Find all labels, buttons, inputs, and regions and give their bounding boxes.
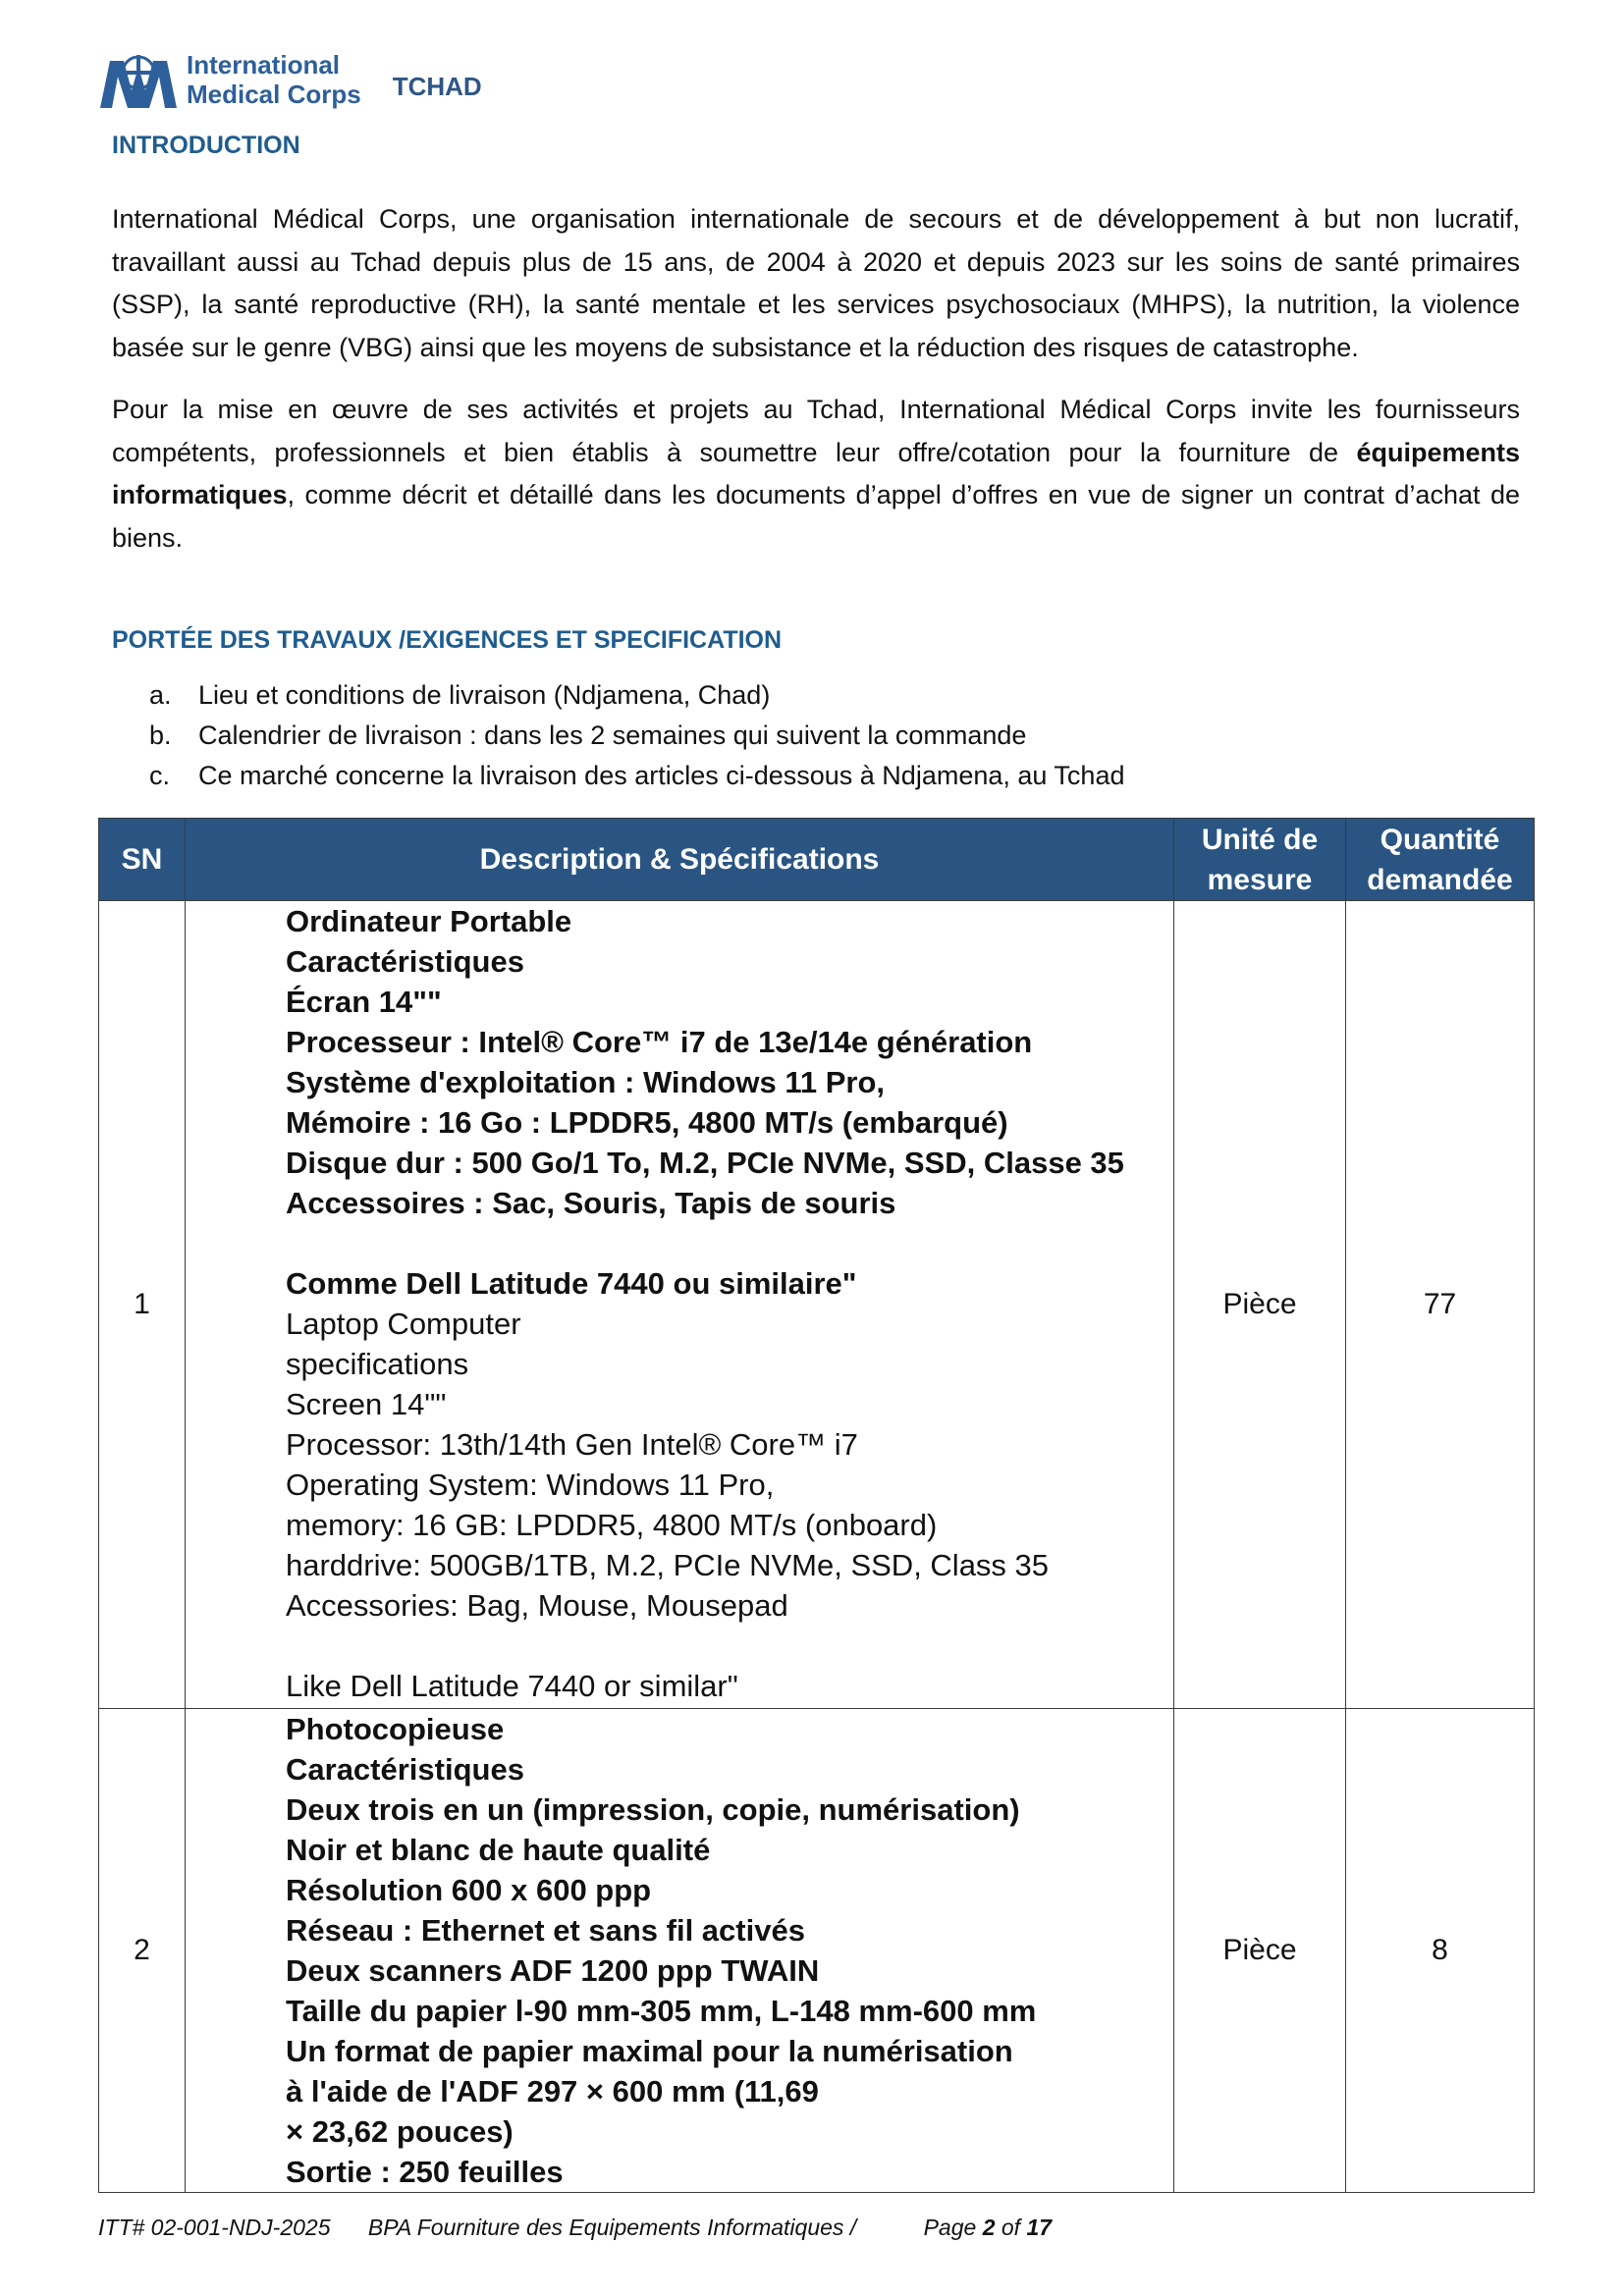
- description-line: Processor: 13th/14th Gen Intel® Core™ i7: [286, 1427, 858, 1462]
- description-line: Deux scanners ADF 1200 ppp TWAIN: [286, 1953, 820, 1988]
- description-line: Écran 14"": [286, 985, 442, 1019]
- description-line: Accessoires : Sac, Souris, Tapis de souris: [286, 1186, 896, 1220]
- table-row: [99, 1709, 1535, 2193]
- intro-paragraph-2: [112, 389, 1520, 560]
- description-line: Accessories: Bag, Mouse, Mousepad: [286, 1588, 788, 1623]
- header-unit: Unité de mesure: [1174, 819, 1346, 901]
- description-line: Disque dur : 500 Go/1 To, M.2, PCIe NVMe, SSD, Classe 35: [286, 1146, 1124, 1180]
- table-header-row: [99, 819, 1535, 901]
- description-line: Système d'exploitation : Windows 11 Pro,: [286, 1065, 885, 1099]
- description-line: harddrive: 500GB/1TB, M.2, PCIe NVMe, SSD, Class 35: [286, 1548, 1050, 1582]
- intro-paragraph-2-end: , comme décrit et détaillé dans les documents d’appel d’offres en vue de signer un contrat d’achat de biens.: [112, 480, 1520, 553]
- description-line: Sortie : 250 feuilles: [286, 2155, 564, 2189]
- description-line: Ordinateur Portable: [286, 904, 572, 938]
- cell-quantity: 8: [1346, 1709, 1535, 2193]
- footer-reference: ITT# 02-001-NDJ-2025: [98, 2215, 331, 2240]
- description-line: à l'aide de l'ADF 297 × 600 mm (11,69: [286, 2074, 819, 2109]
- intro-paragraph-2-text: Pour la mise en œuvre de ses activités et projets au Tchad, International Médical Corps invite les fournisseurs compétents, professionnels et bien établis à soumettre leur offre/cotation pour la fourniture de: [112, 395, 1520, 467]
- description-line: Photocopieuse: [286, 1712, 505, 1746]
- list-item-text: Calendrier de livraison : dans les 2 semaines qui suivent la commande: [198, 721, 1027, 750]
- description-line: Réseau : Ethernet et sans fil activés: [286, 1913, 805, 1948]
- description-line: Taille du papier l-90 mm-305 mm, L-148 mm-600 mm: [286, 1994, 1037, 2028]
- description-line: × 23,62 pouces): [286, 2114, 514, 2149]
- description-line: Deux trois en un (impression, copie, numérisation): [286, 1792, 1020, 1827]
- items-table: [98, 818, 1535, 2193]
- description-line: Laptop Computer: [286, 1307, 521, 1341]
- intro-paragraph-1: International Médical Corps, une organisation internationale de secours et de développement à but non lucratif, travaillant aussi au Tchad depuis plus de 15 ans, de 2004 à 2020 et depuis 2023 sur les soins de santé primaires (SSP), la santé reproductive (RH), la santé mentale et les services psychosociaux (MHPS), la nutrition, la violence basée sur le genre (VBG) ainsi que les moyens de subsistance et la réduction des risques de catastrophe.: [112, 204, 1520, 362]
- description-line: [286, 1223, 1164, 1263]
- list-marker: b.: [149, 721, 172, 750]
- description-line: Noir et blanc de haute qualité: [286, 1833, 711, 1867]
- page-footer: [98, 2215, 1052, 2241]
- cell-description: [186, 1709, 1174, 2193]
- imc-logo-mark-icon: [98, 47, 179, 112]
- description-line: Screen 14"": [286, 1387, 447, 1421]
- table-row: [99, 901, 1535, 1709]
- list-item: [112, 675, 1487, 716]
- description-line: Caractéristiques: [286, 944, 524, 979]
- description-line: Like Dell Latitude 7440 or similar": [286, 1669, 738, 1703]
- list-marker: a.: [149, 680, 172, 710]
- logo-text: [187, 50, 361, 109]
- list-item-text: Lieu et conditions de livraison (Ndjamena, Chad): [198, 680, 771, 710]
- cell-sn: 2: [99, 1709, 186, 2193]
- cell-description: [186, 901, 1174, 1709]
- description-line: [286, 1626, 1164, 1666]
- description-line: Caractéristiques: [286, 1752, 524, 1787]
- description-line: Un format de papier maximal pour la numérisation: [286, 2034, 1013, 2068]
- cell-quantity: 77: [1346, 901, 1535, 1709]
- list-item: [112, 756, 1487, 796]
- scope-list: [112, 675, 1487, 796]
- header-quantity: Quantité demandée: [1346, 819, 1535, 901]
- list-item: [112, 716, 1487, 756]
- footer-title: BPA Fourniture des Equipements Informatiques /: [367, 2215, 857, 2240]
- scope-heading: PORTÉE DES TRAVAUX /EXIGENCES ET SPECIFICATION: [112, 626, 783, 654]
- page-header: [98, 45, 482, 114]
- logo-line-1: International: [187, 50, 341, 80]
- intro-paragraph-2-bold: équipements informatiques: [112, 437, 1520, 509]
- imc-logo: [98, 47, 361, 112]
- list-item-text: Ce marché concerne la livraison des articles ci-dessous à Ndjamena, au Tchad: [198, 761, 1125, 790]
- introduction-heading: INTRODUCTION: [112, 132, 300, 159]
- country-label: TCHAD: [392, 71, 482, 101]
- cell-sn: 1: [99, 901, 186, 1709]
- cell-unit: Pièce: [1174, 1709, 1346, 2193]
- header-sn: SN: [99, 819, 186, 901]
- description-line: Operating System: Windows 11 Pro,: [286, 1468, 775, 1502]
- description-line: Résolution 600 x 600 ppp: [286, 1873, 652, 1907]
- description-line: Mémoire : 16 Go : LPDDR5, 4800 MT/s (embarqué): [286, 1105, 1008, 1140]
- footer-page-number: Page 2 of 17: [923, 2215, 1053, 2240]
- cell-unit: Pièce: [1174, 901, 1346, 1709]
- header-description: Description & Spécifications: [186, 819, 1174, 901]
- description-line: memory: 16 GB: LPDDR5, 4800 MT/s (onboard): [286, 1508, 938, 1542]
- list-marker: c.: [149, 761, 171, 790]
- logo-line-2: Medical Corps: [187, 80, 361, 109]
- description-line: specifications: [286, 1347, 469, 1381]
- description-line: Processeur : Intel® Core™ i7 de 13e/14e génération: [286, 1025, 1033, 1059]
- description-line: Comme Dell Latitude 7440 ou similaire": [286, 1266, 857, 1301]
